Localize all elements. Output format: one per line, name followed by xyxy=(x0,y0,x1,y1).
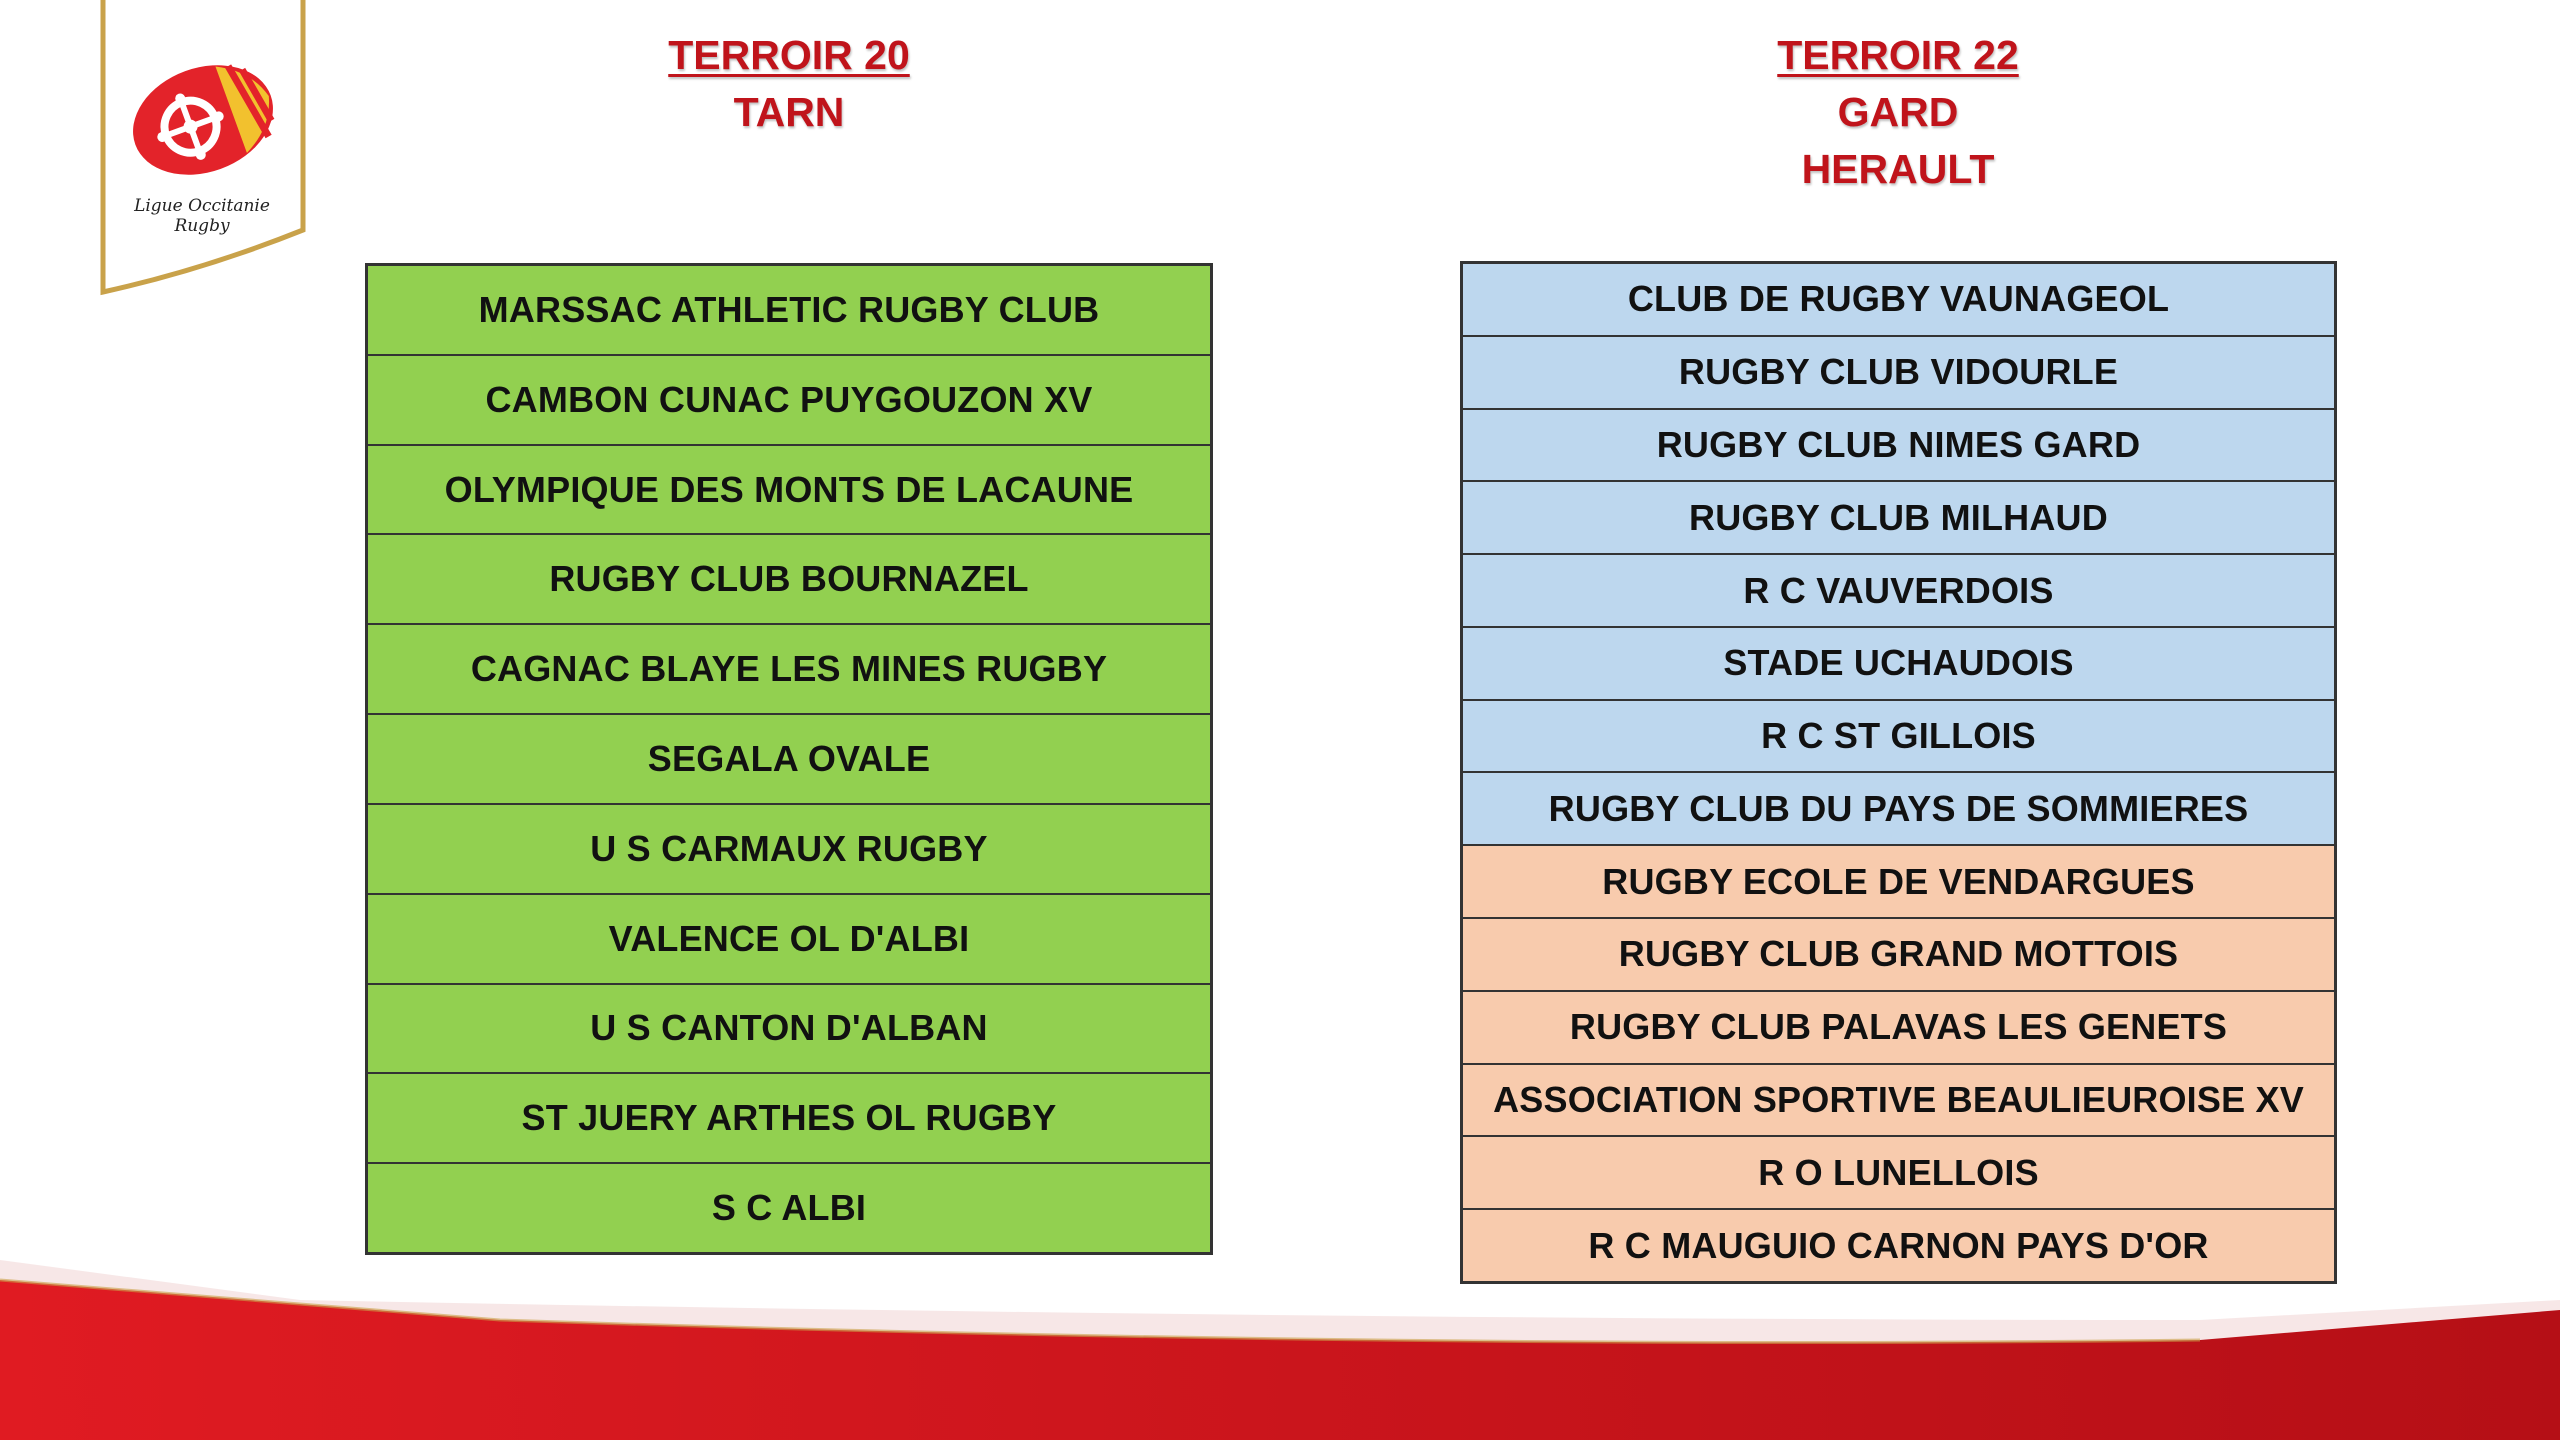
table-row: CAMBON CUNAC PUYGOUZON XV xyxy=(368,356,1210,446)
table-row: R C MAUGUIO CARNON PAYS D'OR xyxy=(1463,1210,2334,1281)
table-row: S C ALBI xyxy=(368,1164,1210,1252)
terroir-20-title: TERROIR 20 xyxy=(668,32,910,78)
table-row: R C VAUVERDOIS xyxy=(1463,555,2334,628)
terroir-20-header xyxy=(366,27,1212,141)
logo-text: Ligue Occitanie Rugby xyxy=(134,196,270,236)
table-row: ST JUERY ARTHES OL RUGBY xyxy=(368,1074,1210,1164)
table-row: OLYMPIQUE DES MONTS DE LACAUNE xyxy=(368,446,1210,536)
table-row: VALENCE OL D'ALBI xyxy=(368,895,1210,985)
table-row: RUGBY CLUB BOURNAZEL xyxy=(368,535,1210,625)
terroir-22-title: TERROIR 22 xyxy=(1777,32,2019,78)
table-row: R C ST GILLOIS xyxy=(1463,701,2334,774)
table-row: R O LUNELLOIS xyxy=(1463,1137,2334,1210)
tarn-clubs-table xyxy=(365,263,1213,1255)
table-row: STADE UCHAUDOIS xyxy=(1463,628,2334,701)
table-row: U S CARMAUX RUGBY xyxy=(368,805,1210,895)
terroir-20-subtitle: TARN xyxy=(733,89,845,135)
table-row: RUGBY ECOLE DE VENDARGUES xyxy=(1463,846,2334,919)
table-row: CLUB DE RUGBY VAUNAGEOL xyxy=(1463,264,2334,337)
gard-herault-clubs-table xyxy=(1460,261,2337,1284)
table-row: MARSSAC ATHLETIC RUGBY CLUB xyxy=(368,266,1210,356)
terroir-22-subtitle-gard: GARD xyxy=(1837,89,1959,135)
league-logo xyxy=(100,0,306,296)
table-row: RUGBY CLUB PALAVAS LES GENETS xyxy=(1463,992,2334,1065)
table-row: ASSOCIATION SPORTIVE BEAULIEUROISE XV xyxy=(1463,1065,2334,1138)
table-row: RUGBY CLUB NIMES GARD xyxy=(1463,410,2334,483)
terroir-22-subtitle-herault: HERAULT xyxy=(1801,146,1995,192)
logo-shield-icon xyxy=(100,0,306,296)
table-row: RUGBY CLUB MILHAUD xyxy=(1463,482,2334,555)
table-row: U S CANTON D'ALBAN xyxy=(368,985,1210,1075)
table-row: RUGBY CLUB VIDOURLE xyxy=(1463,337,2334,410)
terroir-22-header xyxy=(1460,27,2336,198)
table-row: SEGALA OVALE xyxy=(368,715,1210,805)
red-wave-decoration xyxy=(0,1240,2560,1440)
table-row: RUGBY CLUB GRAND MOTTOIS xyxy=(1463,919,2334,992)
table-row: RUGBY CLUB DU PAYS DE SOMMIERES xyxy=(1463,773,2334,846)
table-row: CAGNAC BLAYE LES MINES RUGBY xyxy=(368,625,1210,715)
bottom-red-band xyxy=(0,1240,2560,1440)
